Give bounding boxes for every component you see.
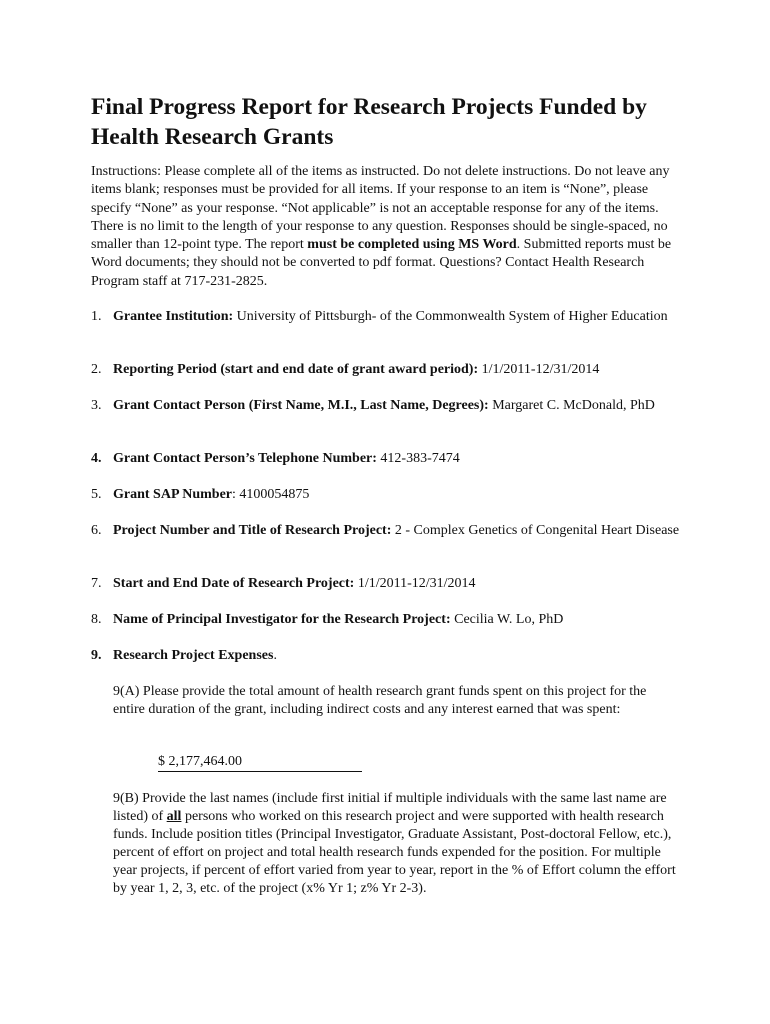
- item-label: Research Project Expenses: [113, 648, 274, 663]
- item-label: Grant Contact Person’s Telephone Number:: [113, 451, 377, 466]
- item-number: 7.: [91, 576, 102, 591]
- instructions-text-2: . Submitted reports must be Word documents; they should not be converted to pdf format. Questions? Contact Health Research Program staff at 717-231-2825.: [91, 237, 672, 289]
- instructions-bold: must be completed using MS Word: [307, 237, 517, 253]
- item-label: Name of Principal Investigator for the Research Project:: [113, 612, 451, 627]
- section-9b-text: [113, 790, 678, 898]
- item-value: 412-383-7474: [376, 451, 460, 466]
- item-value: Cecilia W. Lo, PhD: [450, 612, 564, 627]
- item-value: 1/1/2011-12/31/2014: [354, 576, 476, 591]
- item-number: 8.: [91, 612, 102, 627]
- total-amount: $ 2,177,464.00: [158, 753, 362, 772]
- item-label: Start and End Date of Research Project:: [113, 576, 355, 591]
- item-number: 6.: [91, 523, 102, 538]
- item-4: [91, 450, 691, 468]
- item-value: .: [273, 648, 277, 663]
- section-9a-text: 9(A) Please provide the total amount of health research grant funds spent on this project for the entire duration of the grant, including indirect costs and any interest earned that was spent:: [113, 684, 647, 717]
- item-label: Grantee Institution:: [113, 309, 234, 324]
- item-9: [91, 647, 691, 665]
- section-9b-text-2: persons who worked on this research project and were supported with health research funds. Include position titles (Principal Investigator, Graduate Assistant, Post-doctoral Fellow, etc.), percent of effort on project and total health research funds expended for the position. For multiple year projects, if percent of effort varied from year to year, report in the % of Effort column the effort by year 1, 2, 3, etc. of the project (x% Yr 1; z% Yr 2-3).: [113, 809, 676, 896]
- item-2: [91, 361, 691, 379]
- item-number: 4.: [91, 451, 102, 466]
- item-1: [91, 308, 691, 326]
- item-label: Project Number and Title of Research Project:: [113, 523, 392, 538]
- item-number: 1.: [91, 309, 102, 324]
- item-value: 2 - Complex Genetics of Congenital Heart Disease: [391, 523, 680, 538]
- item-7: [91, 575, 691, 593]
- item-value: Margaret C. McDonald, PhD: [488, 398, 655, 413]
- item-8: [91, 611, 691, 629]
- item-label: Grant SAP Number: [113, 487, 232, 502]
- page-title: Final Progress Report for Research Projects Funded by Health Research Grants: [91, 94, 647, 150]
- all-emphasis: all: [166, 809, 182, 824]
- section-9b-text-1: 9(B) Provide the last names (include first initial if multiple individuals with the same last name are listed) of: [113, 791, 667, 824]
- item-6: [91, 522, 691, 540]
- item-label: Grant Contact Person (First Name, M.I., Last Name, Degrees):: [113, 398, 489, 413]
- item-number: 2.: [91, 362, 102, 377]
- item-value: : 4100054875: [232, 487, 310, 502]
- item-value: University of Pittsburgh- of the Commonwealth System of Higher Education: [233, 309, 668, 324]
- item-label: Reporting Period (start and end date of grant award period):: [113, 362, 479, 377]
- item-number: 9.: [91, 648, 102, 663]
- instructions-paragraph: [91, 163, 676, 291]
- item-number: 5.: [91, 487, 102, 502]
- instructions-text-1: Instructions: Please complete all of the items as instructed. Do not delete instructions. Do not leave any items blank; responses must be provided for all items. If your response to an item is “None”, please specify “None” as your response. “Not applicable” is not an acceptable response for any of the items. There is no limit to the length of your response to any question. Responses should be single-spaced, no smaller than 12-point type. The report: [91, 164, 670, 253]
- item-5: [91, 486, 691, 504]
- item-number: 3.: [91, 398, 102, 413]
- item-3: [91, 397, 691, 415]
- item-value: 1/1/2011-12/31/2014: [478, 362, 600, 377]
